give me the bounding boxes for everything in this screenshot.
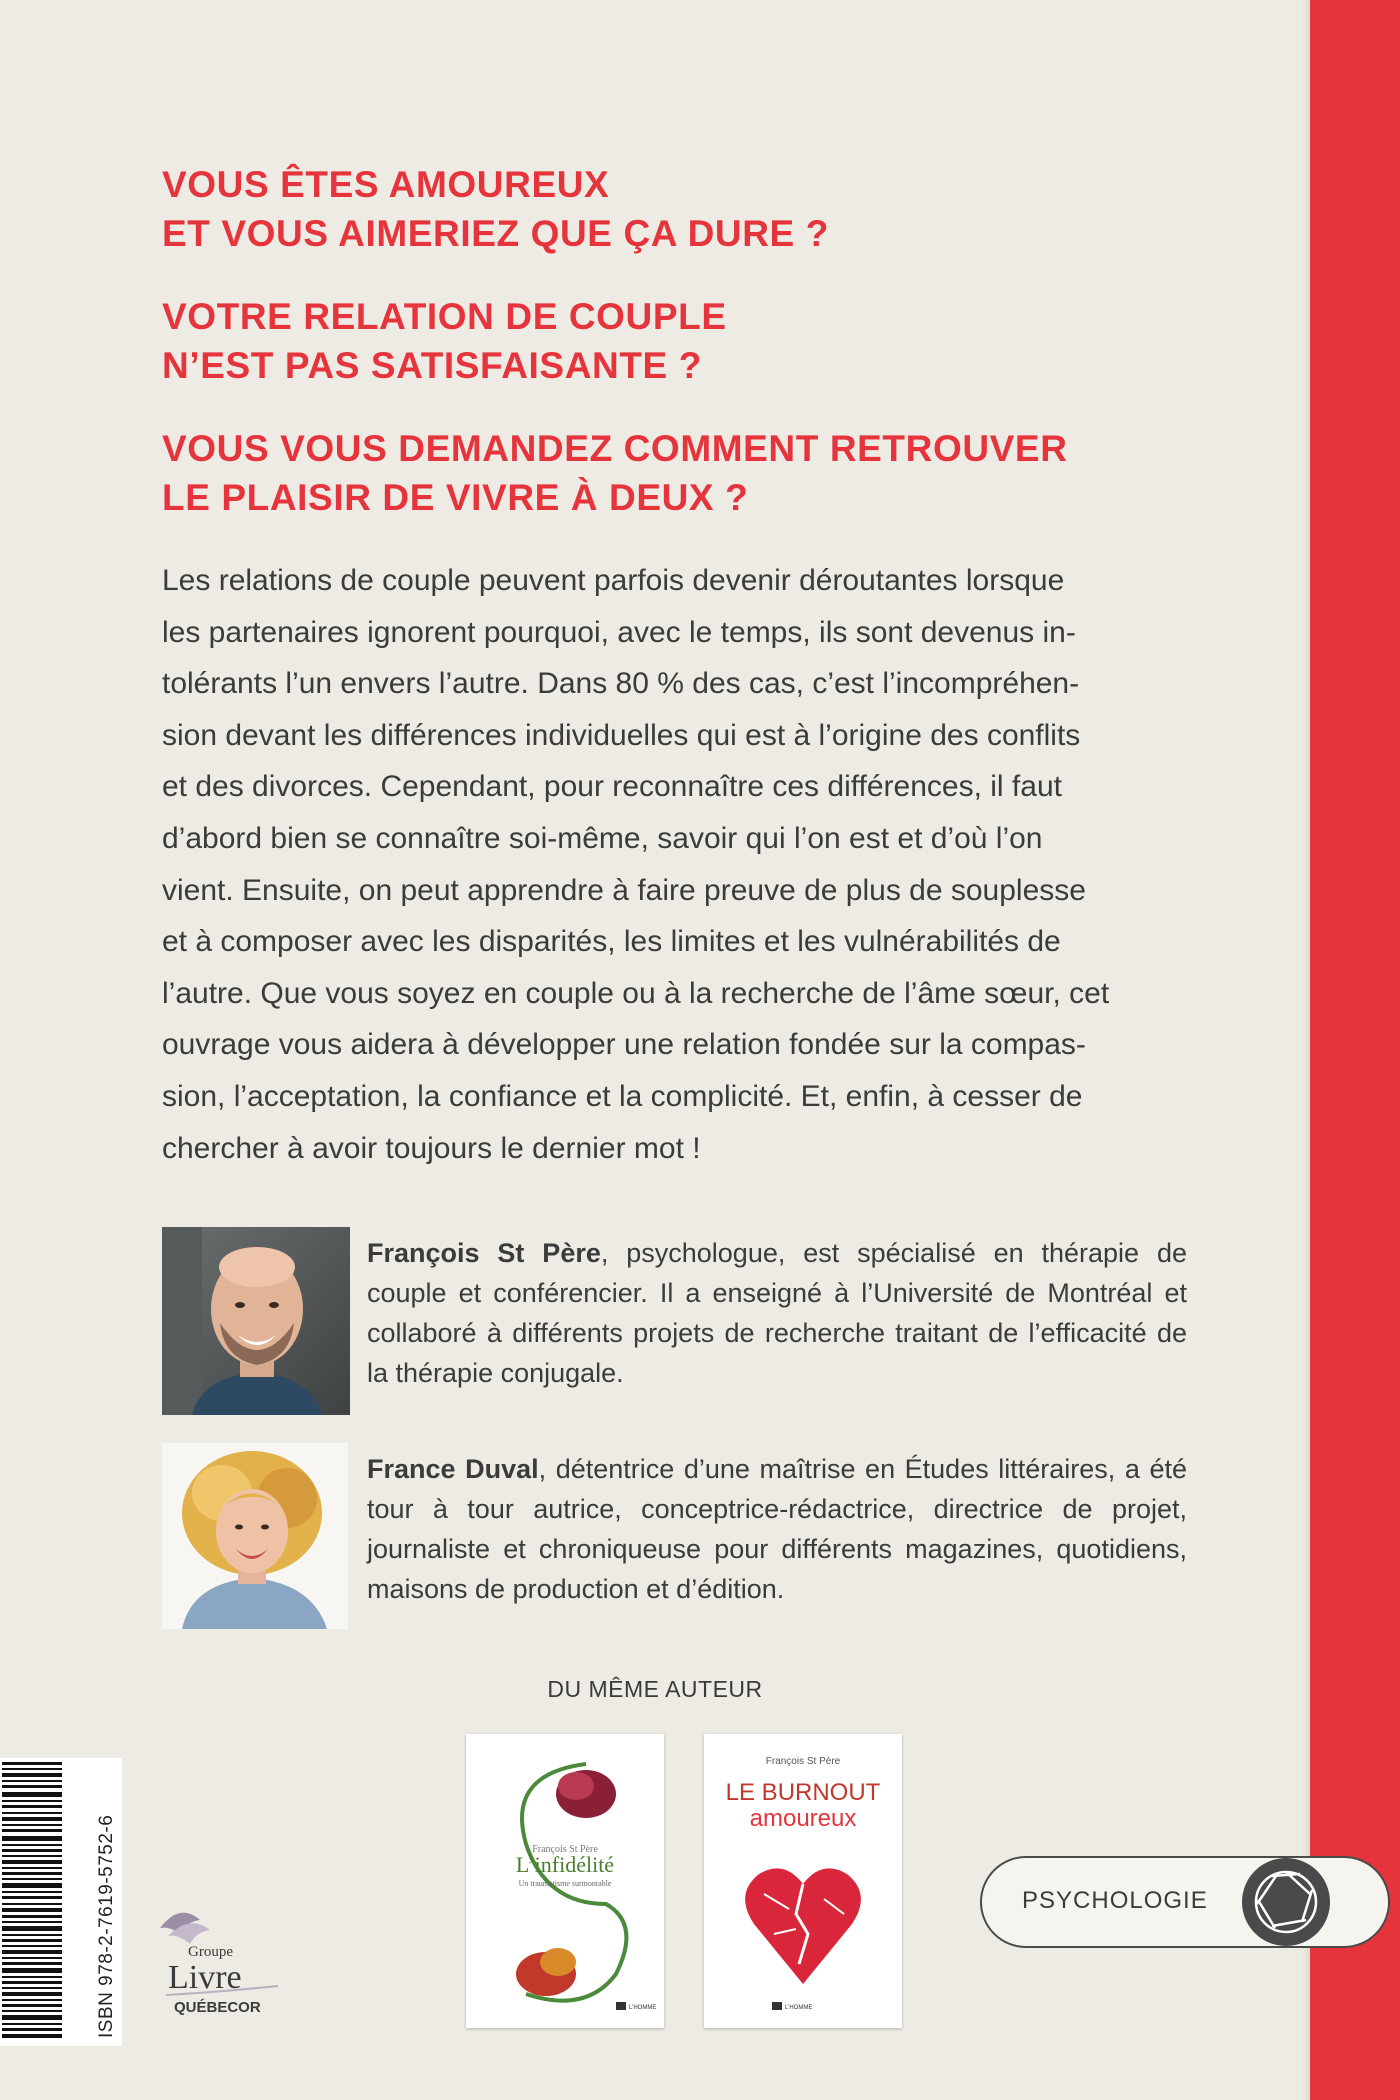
publisher-logo — [150, 1900, 310, 2040]
headline-2: VOTRE RELATION DE COUPLE N’EST PAS SATISFAISANTE ? — [162, 296, 727, 386]
author-photo — [162, 1227, 350, 1415]
book-title: L’infidélité — [515, 1852, 615, 1877]
book-title-line2: amoureux — [749, 1805, 857, 1832]
book-author: François St Père — [532, 1844, 598, 1855]
author-photo — [162, 1443, 348, 1629]
description-paragraph: Les relations de couple peuvent parfois devenir déroutantes lorsque les partenaires ignorent pourquoi, avec le temps, ils sont devenus in- tolérants l’un envers l’autre. Dans 80 % des cas, c’est l’incompréhen- sion devant les différences individuelles qui est à l’origine des conflits et des divorces. Cependant, pour reconnaître ces différences, il faut d’abord bien se connaître soi-même, savoir qui l’on est et d’où l’on vient. Ensuite, on peut apprendre à faire preuve de plus de souplesse et à composer avec les disparités, les limites et les vulnérabilités de l’autre. Que vous soyez en couple ou à la recherche de l’âme sœur, cet ouvrage vous aidera à développer une relation fondée sur la compas- sion, l’acceptation, la confiance et la complicité. Et, enfin, à cesser de chercher à avoir toujours le dernier mot ! — [162, 564, 1110, 1165]
headline-1: VOUS ÊTES AMOUREUX ET VOUS AIMERIEZ QUE ÇA DURE ? — [162, 164, 829, 254]
category-label: PSYCHOLOGIE — [1022, 1887, 1208, 1914]
author-name: France Duval — [367, 1454, 539, 1484]
book-title-line1: LE BURNOUT — [725, 1779, 881, 1806]
red-side-band — [1310, 0, 1400, 2100]
publisher-line3: QUÉBECOR — [174, 1999, 261, 2016]
book-cover-burnout — [704, 1734, 902, 2028]
aperture-icon — [1240, 1856, 1332, 1948]
author-name: François St Père — [367, 1238, 601, 1268]
same-author-heading: DU MÊME AUTEUR — [547, 1676, 763, 1702]
headline-3: VOUS VOUS DEMANDEZ COMMENT RETROUVER LE PLAISIR DE VIVRE À DEUX ? — [162, 428, 1068, 518]
book-author: François St Père — [765, 1756, 841, 1767]
publisher-line2: Livre — [168, 1959, 242, 1996]
book-publisher: L’HOMME — [629, 2005, 657, 2011]
publisher-line1: Groupe — [188, 1944, 233, 1960]
book-subtitle: Un traumatisme surmontable — [518, 1879, 612, 1888]
author-bio-text: France Duval, détentrice d’une maîtrise en Études littéraires, a été tour à tour autrice, conceptrice-rédactrice, directrice de projet, journaliste et chroniqueuse pour différents magazines, quotidiens, maisons de production et d’édition. — [367, 1454, 1187, 1604]
book-publisher: L’HOMME — [785, 2005, 813, 2011]
author-bio-text: François St Père, psychologue, est spécialisé en thérapie de couple et conférencier. Il a enseigné à l’Université de Montréal et collaboré à différents projets de recherche traitant de l’efficacité de la thérapie conjugale. — [367, 1238, 1187, 1388]
spine-shadow — [1302, 0, 1310, 2100]
isbn-number: ISBN 978-2-7619-5752-6 — [96, 1814, 117, 2038]
headlines — [162, 160, 1162, 556]
book-cover-infidelite — [466, 1734, 664, 2028]
